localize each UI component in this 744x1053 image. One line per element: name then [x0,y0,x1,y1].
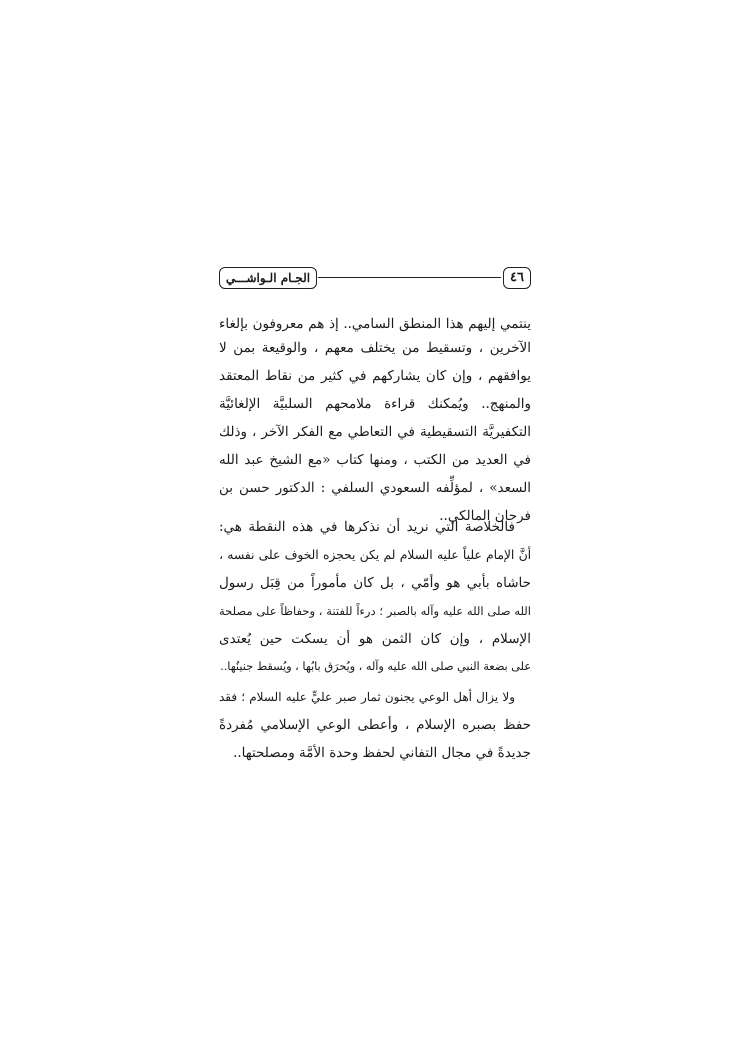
paragraph-2 [219,513,531,681]
text-line: والمنهج.. ويُمكنك قراءة ملامحهم السلبيَّة الإلغائيَّة [219,396,531,412]
text-line: فالخلاصة التي نريد أن نذكرها في هذه النقطة هي: [219,519,515,535]
text-line: حاشاه بأبي هو وأمّي ، بل كان مأموراً من قِبَل رسول [219,575,531,591]
text-line: الله صلى الله عليه وآله بالصبر ؛ درءاً للفتنة ، وحفاظاً على مصلحة [219,604,531,618]
text-line: جديدةً في مجال التفاني لحفظ وحدة الأمَّة ومصلحتها.. [233,745,531,761]
book-title: الجـام الـواشـــي [219,267,317,289]
text-line: يوافقهم ، وإن كان يشاركهم في كثير من نقاط المعتقد [219,368,531,384]
paragraph-3 [219,683,531,767]
page-number: ٤٦ [503,267,531,289]
text-line: في العديد من الكتب ، ومنها كتاب «مع الشيخ عبد الله [219,452,531,468]
paragraph-1-continued [219,334,531,530]
text-line: التكفيريَّة التسقيطية في التعاطي مع الفكر الآخر ، وذلك [219,424,531,440]
text-line: ولا يزال أهل الوعي يجنون ثمار صبر عليٍّ عليه السلام ؛ فقد [219,690,515,704]
header-rule [318,277,501,278]
text-line: ينتمي إليهم هذا المنطق السامي.. إذ هم معروفون بإلغاء [219,316,531,332]
running-header [219,267,531,289]
text-line: على بضعة النبي صلى الله عليه وآله ، ويُحرَق بابُها ، ويُسقط جنينُها.. [220,660,531,673]
text-line: أنَّ الإمام علياً عليه السلام لم يكن يحجزه الخوف على نفسه ، [219,548,531,562]
text-line: حفظ بصبره الإسلام ، وأعطى الوعي الإسلامي مُفردةً [219,717,531,733]
text-line: فرحان المالكي.. [439,508,531,524]
text-line: السعد» ، لمؤلِّفه السعودي السلفي : الدكتور حسن بن [219,480,531,496]
text-line: الآخرين ، وتسقيط من يختلف معهم ، والوقيعة بمن لا [219,340,531,356]
text-line: الإسلام ، وإن كان الثمن هو أن يسكت حين يُعتدى [219,631,531,647]
